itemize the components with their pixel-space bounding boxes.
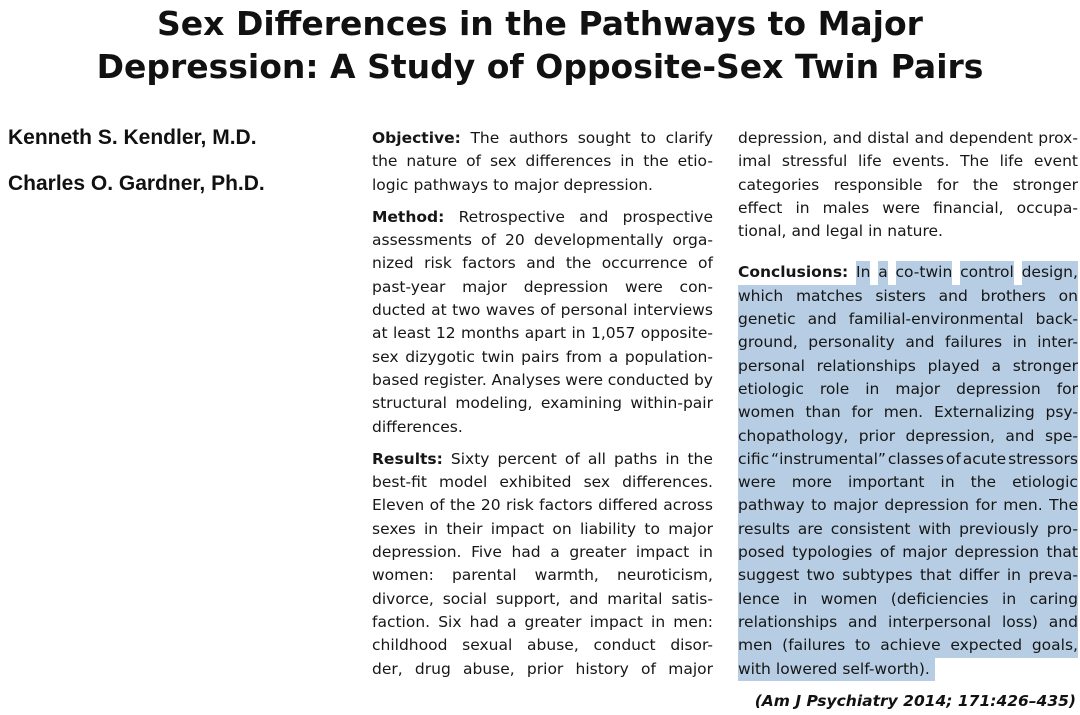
title-line: Sex Differences in the Pathways to Major	[157, 4, 923, 43]
abstract-line: effect in males were financial, occupa-	[738, 198, 1078, 217]
abstract-line: logic pathways to major depression.	[372, 175, 653, 194]
abstract-line: women than for men. Externalizing psy-	[738, 401, 1078, 424]
abstract-line: posed typologies of major depression that	[738, 541, 1078, 564]
author-name: Charles O. Gardner, Ph.D.	[8, 172, 265, 195]
abstract-line: genetic and familial-environmental back-	[738, 308, 1078, 331]
author-name: Kenneth S. Kendler, M.D.	[8, 126, 257, 149]
abstract-line: depression. Five had a greater impact in	[372, 543, 713, 562]
abstract-line: imal stressful life events. The life event	[738, 152, 1078, 171]
abstract-line: based register. Analyses were conducted by	[372, 370, 713, 389]
abstract-line: with lowered self-worth).	[738, 658, 935, 681]
abstract-column-right	[738, 127, 1078, 681]
abstract-line: structural modeling, examining within-pair	[372, 394, 713, 413]
abstract-line: suggest two subtypes that differ in preva-	[738, 564, 1078, 587]
abstract-line: Eleven of the 20 risk factors differed across	[372, 496, 713, 515]
abstract-line: divorce, social support, and marital satis-	[372, 589, 713, 608]
abstract-line: depression, and distal and dependent prox-	[738, 129, 1078, 147]
paper-title	[0, 2, 1080, 88]
abstract-line: faction. Six had a greater impact in men:	[372, 612, 713, 631]
abstract-line: were more important in the etiologic	[738, 471, 1078, 494]
abstract-line: past-year major depression were con-	[372, 277, 713, 296]
abstract-line: cific “instrumental” classes of acute stressors	[738, 448, 1078, 471]
section-label: Method:	[372, 207, 445, 226]
abstract-line: women: parental warmth, neuroticism,	[372, 566, 713, 585]
abstract-line: which matches sisters and brothers on	[738, 285, 1078, 308]
abstract-line: ducted at two waves of personal interviews	[372, 301, 713, 320]
abstract-line: lence in women (deficiencies in caring	[738, 588, 1078, 611]
abstract-line: best-fit model exhibited sex differences.	[372, 473, 713, 492]
abstract-line: ground, personality and failures in inter-	[738, 331, 1078, 354]
abstract-line: Method: Retrospective and prospective	[372, 206, 713, 229]
abstract-line: childhood sexual abuse, conduct disor-	[372, 636, 713, 655]
abstract-line: chopathology, prior depression, and spe-	[738, 425, 1078, 448]
abstract-line: der, drug abuse, prior history of major	[372, 659, 713, 678]
abstract-line: Conclusions: In a co-twin control design,	[738, 261, 1078, 284]
abstract-line: tional, and legal in nature.	[738, 222, 943, 241]
abstract-line: categories responsible for the stronger	[738, 175, 1078, 194]
abstract-line: assessments of 20 developmentally orga-	[372, 231, 713, 250]
abstract-line: at least 12 months apart in 1,057 opposite-	[372, 324, 713, 343]
abstract-line: differences.	[372, 417, 463, 436]
section-label: Objective:	[372, 129, 461, 147]
abstract-line: personal relationships played a stronger	[738, 355, 1078, 378]
section-label: Results:	[372, 449, 443, 468]
abstract-line: relationships and interpersonal loss) and	[738, 611, 1078, 634]
citation: (Am J Psychiatry 2014; 171:426–435)	[754, 692, 1076, 710]
abstract-line: men (failures to achieve expected goals,	[738, 634, 1078, 657]
abstract-line: pathway to major depression for men. The	[738, 494, 1078, 517]
abstract-column-left	[372, 127, 713, 681]
abstract-line: etiologic role in major depression for	[738, 378, 1078, 401]
section-label: Conclusions:	[738, 263, 849, 282]
title-line: Depression: A Study of Opposite-Sex Twin Pairs	[96, 47, 984, 86]
abstract-line: results are consistent with previously pro-	[738, 518, 1078, 541]
abstract-line: Results: Sixty percent of all paths in the	[372, 448, 713, 471]
author-list	[8, 126, 265, 218]
abstract-line: sexes in their impact on liability to major	[372, 519, 713, 538]
abstract-line: Objective: The authors sought to clarify	[372, 127, 713, 150]
abstract-line: sex dizygotic twin pairs from a population-	[372, 347, 713, 366]
abstract-line: nized risk factors and the occurrence of	[372, 254, 713, 273]
abstract-line: the nature of sex differences in the etio-	[372, 152, 713, 171]
